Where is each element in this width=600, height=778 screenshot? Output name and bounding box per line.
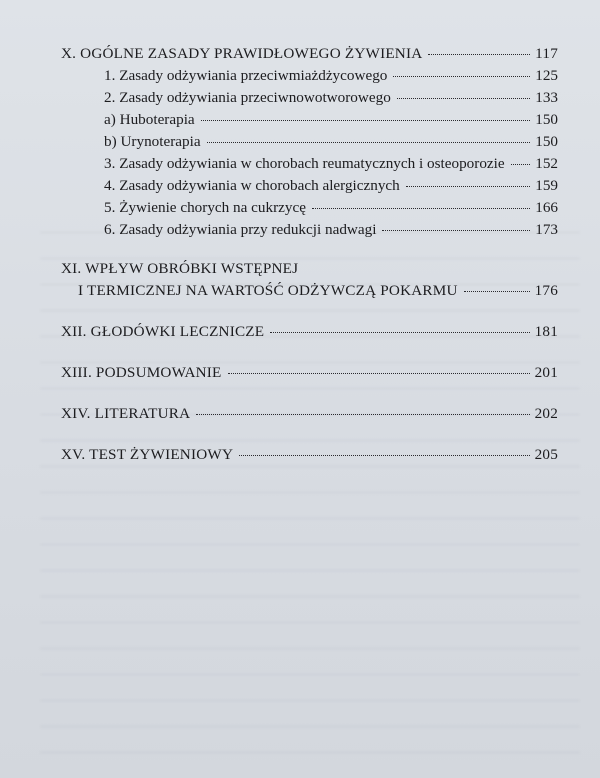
dot-leader — [196, 413, 529, 415]
dot-leader — [228, 372, 530, 374]
toc-entry-title: 5. Żywienie chorych na cukrzycę — [104, 199, 306, 216]
dot-leader — [312, 207, 530, 209]
toc-entry-page: 152 — [535, 155, 558, 172]
toc-entry-title: 2. Zasady odżywiania przeciwnowotworowego — [104, 89, 391, 106]
toc-entry-title: 3. Zasady odżywiania w chorobach reumatycznych i osteoporozie — [104, 155, 505, 172]
toc-entry-x-2a — [61, 110, 558, 132]
toc-entry-title: 6. Zasady odżywiania przy redukcji nadwagi — [104, 221, 377, 238]
toc-entry-page: 181 — [534, 323, 558, 340]
toc-entry-x-4 — [61, 176, 558, 198]
dot-leader — [397, 97, 530, 99]
toc-entry-x-2 — [61, 88, 558, 110]
toc-entry-title: 1. Zasady odżywiania przeciwmiażdżycowego — [104, 67, 388, 84]
toc-entry-title: b) Urynoterapia — [104, 133, 201, 150]
table-of-contents — [61, 44, 558, 467]
toc-entry-page: 173 — [535, 221, 558, 238]
toc-entry-chapter-x — [61, 44, 558, 66]
dot-leader — [201, 119, 531, 121]
toc-entry-page: 205 — [534, 446, 558, 463]
dot-leader — [406, 185, 530, 187]
toc-entry-chapter-xi — [61, 259, 558, 303]
dot-leader — [382, 229, 530, 231]
toc-entry-page: 201 — [534, 364, 558, 381]
toc-entry-page: 166 — [535, 199, 558, 216]
toc-entry-page: 159 — [535, 177, 558, 194]
dot-leader — [270, 331, 529, 333]
dot-leader — [207, 141, 531, 143]
toc-entry-page: 202 — [534, 405, 558, 422]
toc-entry-x-2b — [61, 132, 558, 154]
dot-leader — [511, 163, 531, 165]
toc-entry-title: XII. GŁODÓWKI LECZNICZE — [61, 323, 265, 340]
toc-entry-title-line2-row — [61, 281, 558, 303]
toc-entry-page: 117 — [535, 45, 558, 62]
toc-entry-title: XV. TEST ŻYWIENIOWY — [61, 446, 234, 463]
dot-leader — [428, 53, 530, 55]
toc-entry-x-3 — [61, 154, 558, 176]
toc-entry-page: 176 — [534, 282, 558, 299]
dot-leader — [393, 75, 530, 77]
toc-entry-chapter-xiv — [61, 404, 558, 426]
toc-entry-chapter-xv — [61, 445, 558, 467]
dot-leader — [464, 290, 530, 292]
toc-entry-title-line1: XI. WPŁYW OBRÓBKI WSTĘPNEJ — [61, 260, 299, 277]
toc-entry-x-5 — [61, 198, 558, 220]
toc-entry-title: a) Huboterapia — [104, 111, 195, 128]
toc-entry-title: 4. Zasady odżywiania w chorobach alergicznych — [104, 177, 400, 194]
toc-entry-x-6 — [61, 220, 558, 242]
toc-entry-chapter-xii — [61, 322, 558, 344]
toc-entry-chapter-xiii — [61, 363, 558, 385]
toc-entry-page: 133 — [535, 89, 558, 106]
toc-entry-title-line2: I TERMICZNEJ NA WARTOŚĆ ODŻYWCZĄ POKARMU — [78, 282, 458, 299]
toc-entry-x-1 — [61, 66, 558, 88]
toc-entry-page: 150 — [535, 111, 558, 128]
toc-entry-title: XIV. LITERATURA — [61, 405, 191, 422]
dot-leader — [239, 454, 530, 456]
toc-entry-page: 125 — [535, 67, 558, 84]
toc-entry-title: X. OGÓLNE ZASADY PRAWIDŁOWEGO ŻYWIENIA — [61, 45, 423, 62]
toc-entry-title: XIII. PODSUMOWANIE — [61, 364, 222, 381]
toc-entry-page: 150 — [535, 133, 558, 150]
